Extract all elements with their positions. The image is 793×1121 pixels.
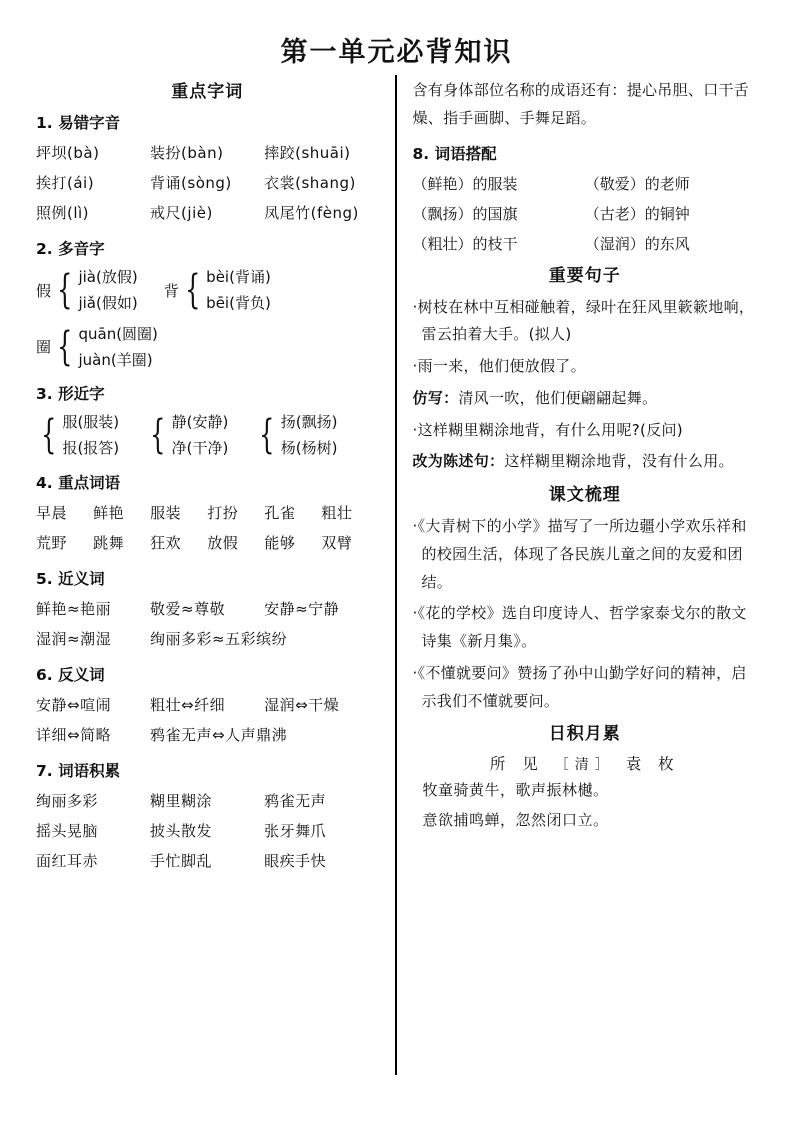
brace-icon: { bbox=[57, 323, 73, 370]
idiom-row bbox=[36, 846, 379, 876]
similar-char-item: 净(干净) bbox=[171, 439, 229, 458]
idiom-cell: 披头散发 bbox=[150, 821, 213, 840]
sentence-item: ·雨一来，他们便放假了。 bbox=[412, 357, 586, 375]
idiom-cell: 摇头晃脑 bbox=[36, 821, 99, 840]
polyphone-item: quān(圆圈) bbox=[78, 324, 158, 343]
synonym-cell: 绚丽多彩≈五彩缤纷 bbox=[150, 629, 288, 648]
polyphone-char: 假 bbox=[36, 281, 52, 300]
idiom-row bbox=[36, 816, 379, 846]
lesson-item: ·《不懂就要问》赞扬了孙中山勤学好问的精神，启示我们不懂就要问。 bbox=[412, 663, 747, 710]
rewrite-label: 改为陈述句： bbox=[412, 452, 505, 471]
keyword-cell: 荒野 bbox=[36, 533, 68, 552]
polyphone-item: bèi(背诵) bbox=[206, 268, 271, 286]
poem-dynasty: ［清］ bbox=[554, 757, 615, 774]
similar-char-group bbox=[36, 409, 119, 462]
collocation-cell: （粗壮）的枝干 bbox=[412, 234, 518, 253]
similar-char-item: 扬(飘扬) bbox=[280, 413, 338, 431]
collocation-cell: （古老）的铜钟 bbox=[584, 204, 690, 223]
synonym-cell: 敬爱≈尊敬 bbox=[150, 599, 226, 618]
pinyin-cell: 挨打(ái) bbox=[36, 174, 95, 192]
brace-icon: { bbox=[184, 267, 201, 314]
poem-line: 意欲捕鸣蝉，忽然闭口立。 bbox=[422, 810, 609, 829]
sentence-rewrite bbox=[413, 385, 758, 413]
similar-char-items bbox=[62, 409, 119, 462]
keyword-cell: 跳舞 bbox=[93, 533, 125, 552]
two-column-body bbox=[26, 75, 767, 1075]
pinyin-cell: 衣裳(shang) bbox=[264, 174, 356, 192]
pinyin-row bbox=[36, 198, 379, 228]
lesson-item: ·《花的学校》选自印度诗人、哲学家泰戈尔的散文诗集《新月集》。 bbox=[412, 604, 747, 650]
sentence-item: ·这样糊里糊涂地背，有什么用呢?(反问) bbox=[412, 420, 683, 439]
keyword-cell: 孔雀 bbox=[264, 503, 296, 522]
collocation-cell: （飘扬）的国旗 bbox=[412, 204, 518, 223]
polyphone-item: jiǎ(假如) bbox=[78, 294, 138, 313]
similar-char-item: 服(服装) bbox=[62, 413, 120, 431]
sentence-rewrite bbox=[413, 448, 758, 476]
section-heading-daily: 日积月累 bbox=[548, 724, 621, 745]
pinyin-cell: 摔跤(shuāi) bbox=[264, 144, 351, 162]
right-column bbox=[397, 75, 768, 1075]
keyword-row bbox=[36, 498, 379, 528]
polyphone-row bbox=[36, 264, 379, 317]
subsection-8-title: 8. 词语搭配 bbox=[412, 144, 497, 163]
poem-header bbox=[413, 752, 758, 774]
similar-char-items bbox=[281, 409, 338, 462]
sentence-text: 树枝在林中互相碰触着，绿叶在狂风里簌簌地响，雷云拍着大手。(拟人) bbox=[417, 297, 755, 344]
collocation-row bbox=[413, 199, 758, 229]
similar-char-items bbox=[172, 409, 229, 462]
lesson-text: 《大青树下的小学》描写了一所边疆小学欢乐祥和的校园生活，体现了各民族儿童之间的友爱和团结。 bbox=[417, 517, 747, 591]
synonym-row bbox=[36, 594, 379, 624]
polyphone-group bbox=[36, 321, 158, 374]
keyword-cell: 放假 bbox=[207, 533, 239, 552]
idiom-cell: 糊里糊涂 bbox=[150, 791, 213, 810]
keyword-cell: 早晨 bbox=[36, 503, 68, 522]
similar-char-group bbox=[254, 409, 337, 462]
keyword-cell: 打扮 bbox=[207, 503, 239, 522]
pinyin-cell: 戒尺(jiè) bbox=[150, 204, 213, 222]
subsection-3-title: 3. 形近字 bbox=[36, 385, 105, 403]
sentence-item: ·树枝在林中互相碰触着，绿叶在狂风里簌簌地响，雷云拍着大手。(拟人) bbox=[412, 297, 755, 344]
page-title: 第一单元必背知识 bbox=[280, 37, 513, 68]
polyphone-items bbox=[78, 264, 137, 317]
pinyin-cell: 装扮(bàn) bbox=[150, 144, 224, 162]
subsection-5-title: 5. 近义词 bbox=[36, 569, 105, 588]
keyword-cell: 能够 bbox=[264, 533, 296, 552]
collocation-cell: （鲜艳）的服装 bbox=[412, 174, 518, 193]
antonym-cell: 粗壮⇔纤细 bbox=[150, 695, 226, 714]
idiom-cell: 手忙脚乱 bbox=[150, 851, 213, 870]
idiom-cell: 绚丽多彩 bbox=[36, 791, 99, 810]
idiom-cell: 面红耳赤 bbox=[36, 851, 99, 870]
synonym-cell: 安静≈宁静 bbox=[264, 599, 340, 618]
pinyin-cell: 照例(lì) bbox=[36, 204, 90, 222]
rewrite-label: 仿写： bbox=[412, 388, 459, 407]
subsection-6-title: 6. 反义词 bbox=[36, 665, 105, 684]
keyword-cell: 粗壮 bbox=[321, 503, 353, 522]
lesson-item: ·《大青树下的小学》描写了一所边疆小学欢乐祥和的校园生活，体现了各民族儿童之间的友爱和团结。 bbox=[412, 517, 747, 591]
brace-icon: { bbox=[259, 412, 275, 459]
brace-icon: { bbox=[41, 412, 57, 459]
brace-icon: { bbox=[57, 267, 73, 314]
section-heading-lessons: 课文梳理 bbox=[548, 485, 621, 505]
antonym-row bbox=[36, 720, 379, 750]
keyword-row bbox=[36, 528, 379, 558]
keyword-cell: 鲜艳 bbox=[93, 503, 125, 522]
rewrite-text: 这样糊里糊涂地背，没有什么用。 bbox=[504, 452, 734, 471]
synonym-cell: 湿润≈潮湿 bbox=[36, 629, 112, 648]
subsection-4-title: 4. 重点词语 bbox=[36, 473, 121, 492]
similar-char-group bbox=[145, 409, 228, 462]
antonym-cell: 安静⇔喧闹 bbox=[36, 695, 112, 714]
sentence-text: 这样糊里糊涂地背，有什么用呢?(反问) bbox=[417, 420, 683, 439]
similar-char-item: 报(报答) bbox=[62, 439, 120, 458]
pinyin-row bbox=[36, 168, 379, 198]
idiom-cell: 眼疾手快 bbox=[264, 851, 327, 870]
left-column bbox=[26, 75, 397, 1075]
polyphone-group bbox=[164, 264, 271, 317]
section-heading-keywords: 重点字词 bbox=[171, 82, 244, 102]
subsection-1-title: 1. 易错字音 bbox=[36, 114, 121, 132]
keyword-cell: 服装 bbox=[150, 503, 182, 522]
synonym-row bbox=[36, 624, 379, 654]
collocation-row bbox=[413, 229, 758, 259]
synonym-cell: 鲜艳≈艳丽 bbox=[36, 599, 112, 618]
idiom-cell: 鸦雀无声 bbox=[264, 791, 327, 810]
poem-line: 牧童骑黄牛，歌声振林樾。 bbox=[422, 781, 609, 800]
idiom-cell: 张牙舞爪 bbox=[264, 821, 327, 840]
brace-icon: { bbox=[150, 412, 166, 459]
similar-char-row bbox=[36, 409, 379, 462]
antonym-cell: 详细⇔简略 bbox=[36, 725, 112, 744]
sentence-text: 雨一来，他们便放假了。 bbox=[417, 357, 586, 375]
idiom-continuation-text: 含有身体部位名称的成语还有：提心吊胆、口干舌燥、指手画脚、手舞足蹈。 bbox=[412, 81, 750, 127]
subsection-7-title: 7. 词语积累 bbox=[36, 761, 121, 780]
pinyin-row bbox=[36, 138, 379, 168]
polyphone-item: bēi(背负) bbox=[206, 294, 271, 313]
antonym-row bbox=[36, 690, 379, 720]
similar-char-item: 杨(杨树) bbox=[280, 439, 338, 458]
pinyin-cell: 背诵(sòng) bbox=[150, 174, 232, 192]
antonym-cell: 湿润⇔干燥 bbox=[264, 695, 340, 714]
section-heading-sentences: 重要句子 bbox=[548, 265, 621, 286]
pinyin-cell: 凤尾竹(fèng) bbox=[264, 204, 359, 222]
polyphone-group bbox=[36, 264, 138, 317]
similar-char-item: 静(安静) bbox=[171, 413, 229, 431]
idiom-row bbox=[36, 786, 379, 816]
collocation-cell: （敬爱）的老师 bbox=[584, 174, 690, 193]
subsection-2-title: 2. 多音字 bbox=[36, 240, 105, 258]
polyphone-char: 背 bbox=[163, 281, 179, 300]
poem-title: 所 见 bbox=[489, 755, 544, 774]
lesson-text: 《花的学校》选自印度诗人、哲学家泰戈尔的散文诗集《新月集》。 bbox=[417, 604, 747, 650]
polyphone-items bbox=[206, 264, 271, 317]
poem-author: 袁 枚 bbox=[625, 755, 680, 774]
polyphone-items bbox=[78, 321, 157, 374]
collocation-row bbox=[413, 169, 758, 199]
polyphone-item: juàn(羊圈) bbox=[78, 350, 153, 369]
polyphone-char: 圈 bbox=[36, 338, 52, 357]
polyphone-row bbox=[36, 321, 379, 374]
lesson-text: 《不懂就要问》赞扬了孙中山勤学好问的精神，启示我们不懂就要问。 bbox=[417, 663, 747, 710]
collocation-cell: （湿润）的东风 bbox=[584, 234, 690, 253]
rewrite-text: 清风一吹，他们便翩翩起舞。 bbox=[458, 388, 658, 407]
antonym-cell: 鸦雀无声⇔人声鼎沸 bbox=[150, 725, 288, 744]
keyword-cell: 狂欢 bbox=[150, 533, 182, 552]
keyword-cell: 双臂 bbox=[321, 533, 353, 552]
polyphone-item: jià(放假) bbox=[78, 268, 138, 286]
pinyin-cell: 坪坝(bà) bbox=[36, 144, 100, 162]
